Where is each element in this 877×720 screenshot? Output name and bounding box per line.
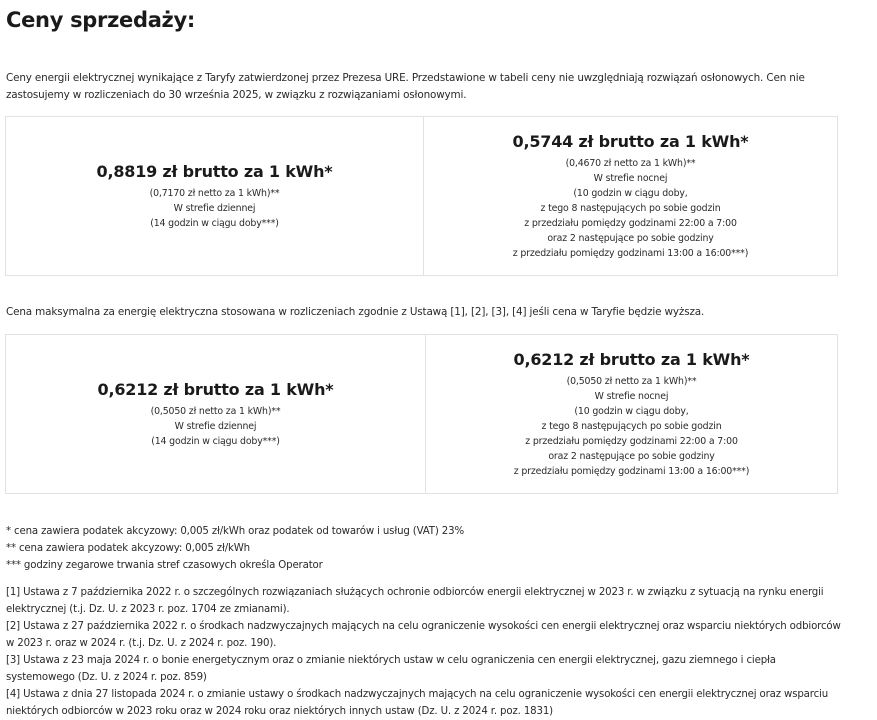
footnote-excise: ** cena zawiera podatek akcyzowy: 0,005 zł/kWh	[6, 543, 250, 554]
reference-1: [1] Ustawa z 7 października 2022 r. o szczególnych rozwiązaniach służących ochronie odbiorców energii elektrycznej w 2023 r. w związku z sytuacją na rynku energii elektrycznej (t.j. Dz. U. z 2023 r. poz. 1704 ze zmianami).	[6, 587, 824, 615]
tariff-day-hours: (14 godzin w ciągu doby***)	[150, 217, 279, 229]
tariff-day-price: 0,8819 zł brutto za 1 kWh*	[96, 161, 333, 181]
tariff-day-zone: W strefie dziennej	[173, 202, 256, 214]
footnote-hours: *** godziny zegarowe trwania stref czasowych określa Operator	[6, 560, 323, 571]
max-night-hours-2: z tego 8 następujących po sobie godzin	[541, 420, 722, 432]
max-night-net: (0,5050 zł netto za 1 kWh)**	[566, 375, 697, 387]
max-night-zone: W strefie nocnej	[594, 390, 669, 402]
tariff-night-hours-1: (10 godzin w ciągu doby,	[573, 187, 688, 199]
tariff-day-net: (0,7170 zł netto za 1 kWh)**	[149, 187, 280, 199]
footnote-vat: * cena zawiera podatek akcyzowy: 0,005 zł/kWh oraz podatek od towarów i usług (VAT) 23%	[6, 526, 464, 537]
reference-3: [3] Ustawa z 23 maja 2024 r. o bonie energetycznym oraz o zmianie niektórych ustaw w celu ograniczenia cen energii elektrycznej, gazu ziemnego i ciepła systemowego (Dz. U. z 2024 r. poz. 859)	[6, 655, 776, 683]
tariff-night-zone-cell	[423, 117, 837, 275]
tariff-day-zone-cell	[6, 117, 423, 275]
max-night-hours-1: (10 godzin w ciągu doby,	[574, 405, 689, 417]
max-day-net: (0,5050 zł netto za 1 kWh)**	[150, 405, 281, 417]
max-day-zone-cell	[6, 335, 425, 493]
tariff-night-hours-5: z przedziału pomiędzy godzinami 13:00 a 16:00***)	[512, 247, 749, 259]
tariff-night-zone: W strefie nocnej	[593, 172, 668, 184]
tariff-night-net: (0,4670 zł netto za 1 kWh)**	[565, 157, 696, 169]
tariff-night-hours-4: oraz 2 następujące po sobie godziny	[547, 232, 714, 244]
max-night-zone-cell	[425, 335, 837, 493]
max-price-note: Cena maksymalna za energię elektryczna stosowana w rozliczeniach zgodnie z Ustawą [1], [2], [3], [4] jeśli cena w Taryfie będzie wyższa.	[6, 306, 705, 318]
max-day-zone: W strefie dziennej	[174, 420, 257, 432]
reference-2: [2] Ustawa z 27 października 2022 r. o środkach nadzwyczajnych mających na celu ograniczenie wysokości cen energii elektrycznej oraz wsparciu niektórych odbiorców w 2023 r. oraz w 2024 r. (t.j. Dz. U. z 2024 r. poz. 190).	[6, 621, 841, 649]
reference-4: [4] Ustawa z dnia 27 listopada 2024 r. o zmianie ustawy o środkach nadzwyczajnych mających na celu ograniczenie wysokości cen energii elektrycznej oraz wsparciu niektórych odbiorców w 2023 roku oraz w 2024 roku oraz niektórych innych ustaw (Dz. U. z 2024 r. poz. 1831)	[6, 689, 829, 717]
max-day-price: 0,6212 zł brutto za 1 kWh*	[97, 379, 334, 399]
max-day-hours: (14 godzin w ciągu doby***)	[151, 435, 280, 447]
page-title: Ceny sprzedaży:	[6, 8, 195, 32]
tariff-night-hours-3: z przedziału pomiędzy godzinami 22:00 a 7:00	[524, 217, 737, 229]
max-night-hours-5: z przedziału pomiędzy godzinami 13:00 a 16:00***)	[513, 465, 750, 477]
max-price-table	[5, 334, 838, 494]
max-night-hours-4: oraz 2 następujące po sobie godziny	[548, 450, 715, 462]
tariff-night-hours-2: z tego 8 następujących po sobie godzin	[540, 202, 721, 214]
max-night-hours-3: z przedziału pomiędzy godzinami 22:00 a 7:00	[525, 435, 738, 447]
footnotes	[6, 523, 841, 574]
max-night-price: 0,6212 zł brutto za 1 kWh*	[513, 349, 750, 369]
intro-text: Ceny energii elektrycznej wynikające z Taryfy zatwierdzonej przez Prezesa URE. Przedstawione w tabeli ceny nie uwzględniają rozwiązań osłonowych. Cen nie zastosujemy w rozliczeniach do 30 września 2025, w związku z rozwiązaniami osłonowymi.	[6, 72, 805, 101]
legal-references	[6, 584, 841, 720]
tariff-price-table	[5, 116, 838, 276]
tariff-night-price: 0,5744 zł brutto za 1 kWh*	[512, 131, 749, 151]
